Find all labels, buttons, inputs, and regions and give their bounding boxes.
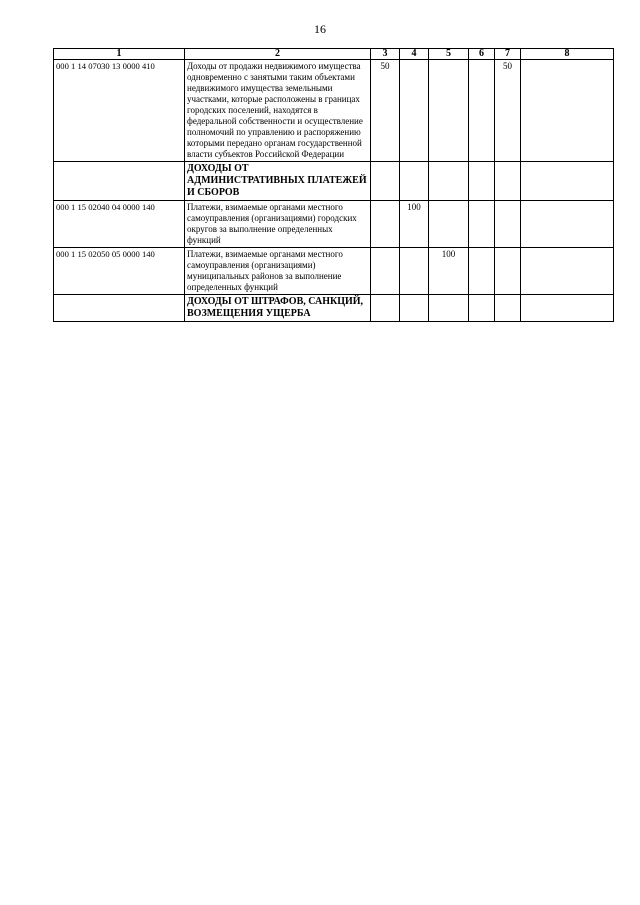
table-body (54, 60, 614, 322)
column-header-2: 2 (185, 49, 371, 60)
value-cell-col-5: 100 (429, 248, 469, 295)
income-code-cell: 000 1 15 02040 04 0000 140 (54, 201, 185, 248)
header-row (54, 49, 614, 60)
value-cell-col-6 (469, 248, 495, 295)
value-cell-col-5 (429, 295, 469, 322)
value-cell-col-3 (371, 248, 400, 295)
budget-table (53, 48, 614, 322)
value-cell-col-8 (521, 248, 614, 295)
value-cell-col-6 (469, 295, 495, 322)
description-cell: Платежи, взимаемые органами местного самоуправления (организациями) муниципальных районов за выполнение определенных функций (185, 248, 371, 295)
value-cell-col-6 (469, 60, 495, 162)
section-heading-cell: ДОХОДЫ ОТ АДМИНИСТРАТИВНЫХ ПЛАТЕЖЕЙ И СБОРОВ (185, 162, 371, 201)
value-cell-col-8 (521, 201, 614, 248)
table-row (54, 162, 614, 201)
value-cell-col-8 (521, 295, 614, 322)
value-cell-col-8 (521, 162, 614, 201)
value-cell-col-5 (429, 60, 469, 162)
column-header-6: 6 (469, 49, 495, 60)
value-cell-col-4 (400, 248, 429, 295)
income-code-cell: 000 1 14 07030 13 0000 410 (54, 60, 185, 162)
value-cell-col-3: 50 (371, 60, 400, 162)
value-cell-col-7 (495, 295, 521, 322)
column-header-1: 1 (54, 49, 185, 60)
value-cell-col-4 (400, 162, 429, 201)
value-cell-col-7 (495, 248, 521, 295)
table-row (54, 201, 614, 248)
value-cell-col-5 (429, 201, 469, 248)
value-cell-col-7 (495, 201, 521, 248)
description-cell: Платежи, взимаемые органами местного самоуправления (организациями) городских округов за выполнение определенных функций (185, 201, 371, 248)
value-cell-col-4 (400, 295, 429, 322)
income-code-cell: 000 1 15 02050 05 0000 140 (54, 248, 185, 295)
table-row (54, 60, 614, 162)
value-cell-col-7: 50 (495, 60, 521, 162)
table-row (54, 295, 614, 322)
column-header-5: 5 (429, 49, 469, 60)
description-cell: Доходы от продажи недвижимого имущества одновременно с занятыми таким объектами недвижимого имущества земельными участками, которые расположены в границах городских поселений, находятся в федеральной собственности и осуществление полномочий по управлению и распоряжению которыми передано органам государственной власти субъектов Российской Федерации (185, 60, 371, 162)
table-row (54, 248, 614, 295)
value-cell-col-7 (495, 162, 521, 201)
page-number: 16 (314, 22, 326, 36)
value-cell-col-3 (371, 201, 400, 248)
value-cell-col-4 (400, 60, 429, 162)
value-cell-col-3 (371, 162, 400, 201)
column-header-7: 7 (495, 49, 521, 60)
income-code-cell (54, 162, 185, 201)
value-cell-col-4: 100 (400, 201, 429, 248)
section-heading-cell: ДОХОДЫ ОТ ШТРАФОВ, САНКЦИЙ, ВОЗМЕЩЕНИЯ УЩЕРБА (185, 295, 371, 322)
value-cell-col-3 (371, 295, 400, 322)
column-header-4: 4 (400, 49, 429, 60)
column-header-3: 3 (371, 49, 400, 60)
income-code-cell (54, 295, 185, 322)
value-cell-col-5 (429, 162, 469, 201)
value-cell-col-6 (469, 201, 495, 248)
column-header-8: 8 (521, 49, 614, 60)
value-cell-col-6 (469, 162, 495, 201)
value-cell-col-8 (521, 60, 614, 162)
